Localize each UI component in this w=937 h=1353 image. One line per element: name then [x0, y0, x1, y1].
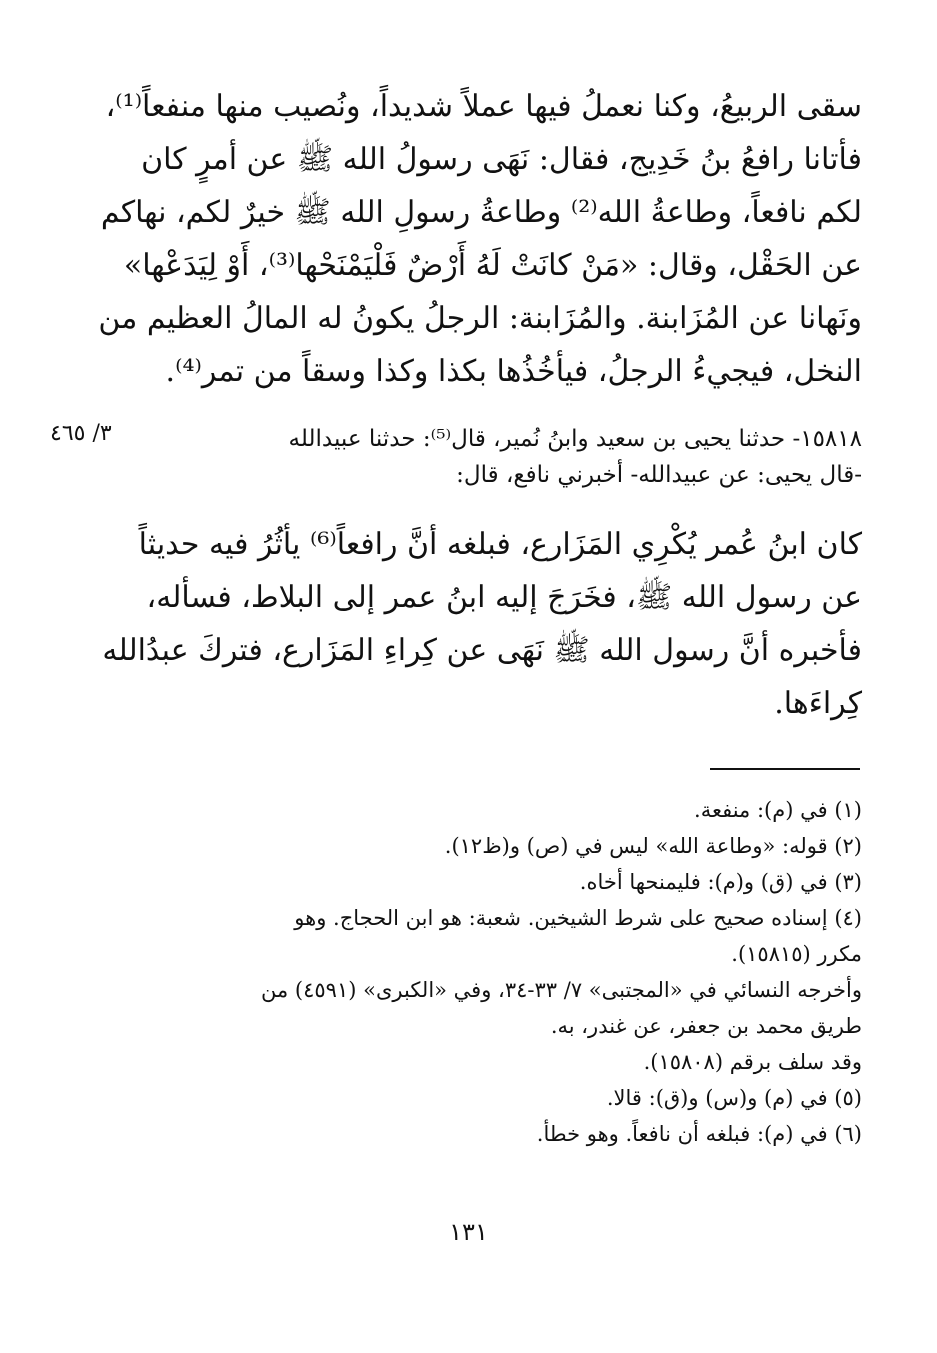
text-line: سقى الربيعُ، وكنا نعملُ فيها عملاً شديداً، ونُصيب منها منفعاً⁽¹⁾، — [105, 89, 862, 124]
footnote-line: (٦) في (م): فبلغه أن نافعاً. وهو خطأ. — [536, 1122, 862, 1146]
footnote-line: طريق محمد بن جعفر، عن غندر، به. — [550, 1014, 862, 1038]
footnote-line: وأخرجه النسائي في «المجتبى» ٧/ ٣٣-٣٤، وفي «الكبرى» (٤٥٩١) من — [261, 978, 862, 1002]
body-paragraph-2 — [102, 518, 862, 730]
body-paragraph-1 — [98, 80, 862, 398]
footnote-line: (١) في (م): منفعة. — [694, 798, 862, 822]
text-line: ونَهانا عن المُزَابنة. والمُزَابنة: الرجلُ يكونُ له المالُ العظيم من — [98, 301, 862, 336]
text-line: النخل، فيجيءُ الرجلُ، فيأخُذُها بكذا وكذا وسقاً من تمر⁽⁴⁾. — [165, 354, 862, 389]
footnote-line: (٢) قوله: «وطاعة الله» ليس في (ص) و(ظ١٢). — [444, 834, 862, 858]
footnote-line: (٣) في (ق) و(م): فليمنحها أخاه. — [579, 870, 862, 894]
text-line: ١٥٨١٨- حدثنا يحيى بن سعيد وابنُ نُمير، قال⁽⁵⁾: حدثنا عبيدالله — [288, 426, 862, 452]
footnotes — [150, 792, 862, 1152]
footnote-line: وقد سلف برقم (١٥٨٠٨). — [643, 1050, 862, 1074]
page-number: ١٣١ — [449, 1218, 488, 1246]
hadith-header — [150, 421, 862, 493]
text-line: عن رسول الله ﷺ، فخَرَجَ إليه ابنُ عمر إلى البلاط، فسأله، — [146, 580, 862, 615]
volume-page-reference: ٣/ ٤٦٥ — [50, 421, 112, 446]
text-line: لكم نافعاً، وطاعةُ الله⁽²⁾ وطاعةُ رسولِ الله ﷺ خيرٌ لكم، نهاكم — [100, 195, 862, 230]
text-line: كان ابنُ عُمر يُكْرِي المَزَارع، فبلغه أنَّ رافعاً⁽⁶⁾ يأثُرُ فيه حديثاً — [138, 527, 862, 562]
text-line: فأخبره أنَّ رسول الله ﷺ نَهَى عن كِراءِ المَزَارع، فتركَ عبدُالله — [102, 633, 862, 668]
text-line: -قال يحيى: عن عبيدالله- أخبرني نافع، قال: — [456, 462, 862, 488]
footnote-line: (٥) في (م) و(س) و(ق): قالا. — [606, 1086, 862, 1110]
footnote-line: (٤) إسناده صحيح على شرط الشيخين. شعبة: هو ابن الحجاج. وهو — [294, 906, 862, 930]
text-line: فأتانا رافعُ بنُ خَدِيج، فقال: نَهَى رسولُ الله ﷺ عن أمرٍ كان — [141, 142, 862, 177]
text-line: كِراءَها. — [774, 686, 862, 721]
text-line: عن الحَقْل، وقال: «مَنْ كانَتْ لَهُ أَرْضٌ فَلْيَمْنَحْها⁽³⁾، أَوْ لِيَدَعْها» — [123, 248, 862, 283]
footnote-separator — [710, 768, 860, 770]
footnote-line: مكرر (١٥٨١٥). — [731, 942, 862, 966]
